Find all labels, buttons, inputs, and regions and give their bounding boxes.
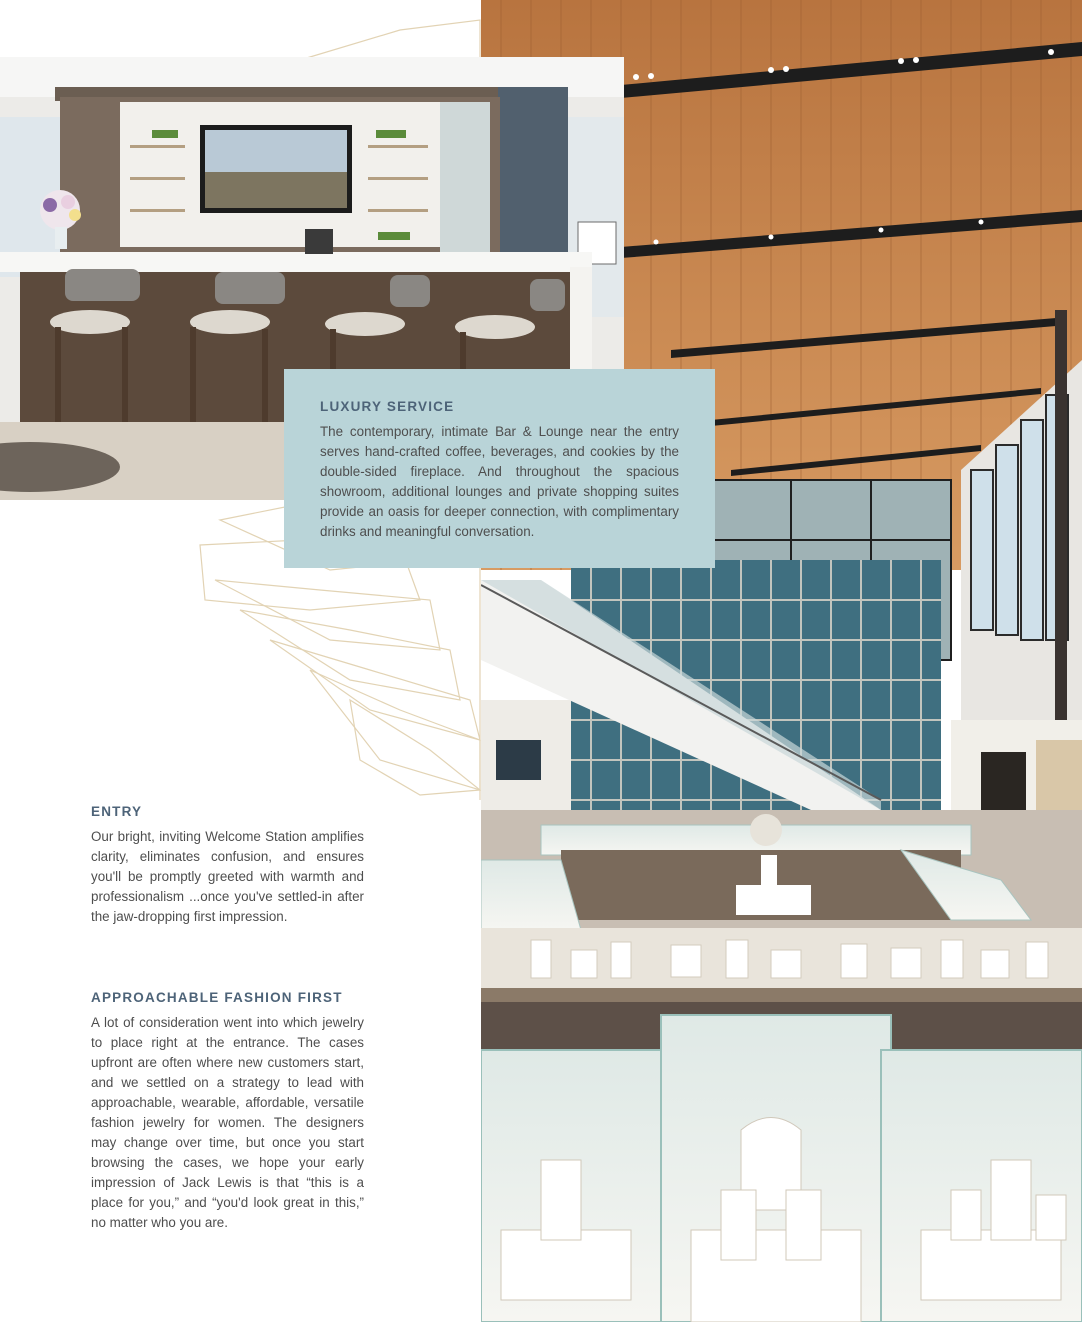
entry-section bbox=[91, 804, 364, 927]
entry-body: Our bright, inviting Welcome Station amplifies clarity, eliminates confusion, and ensures you'll be promptly greeted with warmth and professionalism ...once you've settled-in after the jaw-dropping first impression. bbox=[91, 829, 364, 924]
approachable-fashion-section bbox=[91, 990, 364, 1233]
entry-heading: ENTRY bbox=[91, 804, 143, 819]
luxury-service-callout bbox=[284, 369, 715, 568]
approachable-fashion-body: A lot of consideration went into which jewelry to place right at the entrance. The cases upfront are often where new customers start, and we settled on a strategy to lead with approachable, wearable, affordable, versatile fashion jewelry for women. The designers may change over time, but once you start browsing the cases, we hope your early impression of Jack Lewis is that “this is a place for you,” and “you'd look great in this,” no matter who you are. bbox=[91, 1015, 364, 1230]
luxury-service-body: The contemporary, intimate Bar & Lounge near the entry serves hand-crafted coffee, beverages, and cookies by the double-sided fireplace. And throughout the spacious showroom, additional lounges and private shopping suites provide an oasis for deeper connection, with complimentary drinks and meaningful conversation. bbox=[320, 424, 679, 539]
approachable-fashion-heading: APPROACHABLE FASHION FIRST bbox=[91, 990, 343, 1005]
luxury-service-heading: LUXURY SERVICE bbox=[320, 399, 455, 414]
